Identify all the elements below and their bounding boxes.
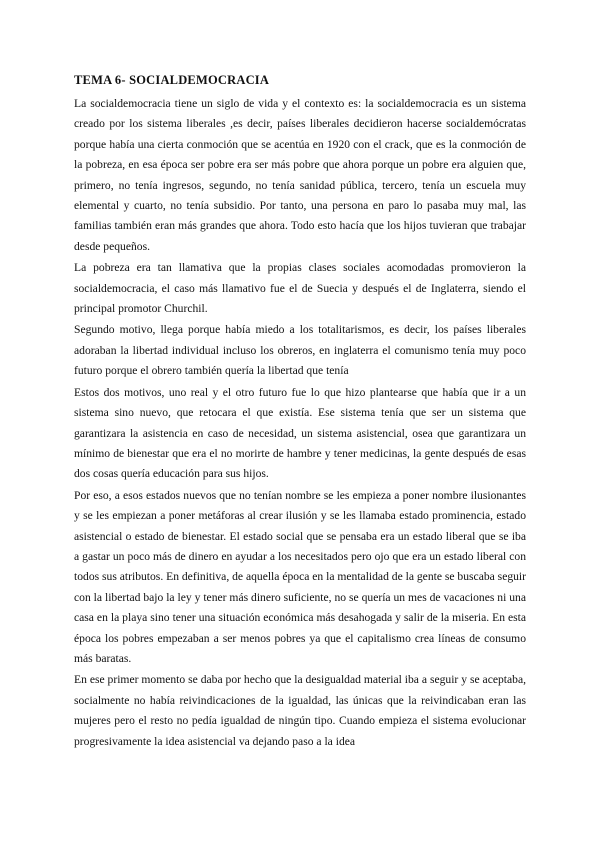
document-title: TEMA 6- SOCIALDEMOCRACIA: [74, 73, 270, 87]
paragraph: Estos dos motivos, uno real y el otro futuro fue lo que hizo plantearse que había que ir a un sistema sino nuevo, que retocara el que existía. Ese sistema tenía que ser un sistema que garantizara la asistencia en caso de necesidad, un sistema asistencial, osea que garantizara un mínimo de bienestar que era el no morirte de hambre y tener medicinas, la gente después de esas dos cosas quería educación para sus hijos.: [74, 385, 526, 481]
document-body: [74, 70, 526, 753]
paragraph: La pobreza era tan llamativa que la propias clases sociales acomodadas promovieron la socialdemocracia, el caso más llamativo fue el de Suecia y después el de Inglaterra, siendo el principal promotor Churchil.: [74, 261, 526, 316]
paragraph: Segundo motivo, llega porque había miedo a los totalitarismos, es decir, los países liberales adoraban la libertad individual incluso los obreros, en inglaterra el comunismo tenía muy poco futuro porque el obrero también quería la libertad que tenía: [74, 323, 526, 378]
paragraph: La socialdemocracia tiene un siglo de vida y el contexto es: la socialdemocracia es un sistema creado por los sistema liberales ,es decir, países liberales decidieron hacerse socialdemócratas porque había una cierta conmoción que se acentúa en 1920 con el crack, que es la conmoción de la pobreza, en esa época ser pobre era ser más pobre que ahora porque un pobre era alguien que, primero, no tenía ingresos, segundo, no tenía sanidad pública, tercero, tenía un escuela muy elemental y cuarto, no tenía subsidio. Por tanto, una persona en paro lo pasaba muy mal, las familias también eran más grandes que ahora. Todo esto hacía que los hijos tuvieran que trabajar desde pequeños.: [74, 97, 526, 253]
paragraph: En ese primer momento se daba por hecho que la desigualdad material iba a seguir y se aceptaba, socialmente no había reivindicaciones de la igualdad, las únicas que la reivindicaban eran las mujeres pero el resto no pedía igualdad de ningún tipo. Cuando empieza el sistema evolucionar progresivamente la idea asistencial va dejando paso a la idea: [74, 673, 526, 748]
paragraph: Por eso, a esos estados nuevos que no tenían nombre se les empieza a poner nombre ilusionantes y se les empiezan a poner metáforas al crear ilusión y se les llamaba estado prominencia, estado asistencial o estado de bienestar. El estado social que se pensaba era un estado liberal que se iba a gastar un poco más de dinero en ayudar a los necesitados pero ojo que era un estado liberal con todos sus atributos. En definitiva, de aquella época en la mentalidad de la gente se buscaba seguir con la libertad bajo la ley y tener más dinero suficiente, no se quería un mes de vacaciones ni una casa en la playa sino tener una situación económica más desahogada y salir de la miseria. En esta época los pobres empezaban a ser menos pobres ya que el capitalismo crea líneas de consumo más baratas.: [74, 488, 527, 665]
